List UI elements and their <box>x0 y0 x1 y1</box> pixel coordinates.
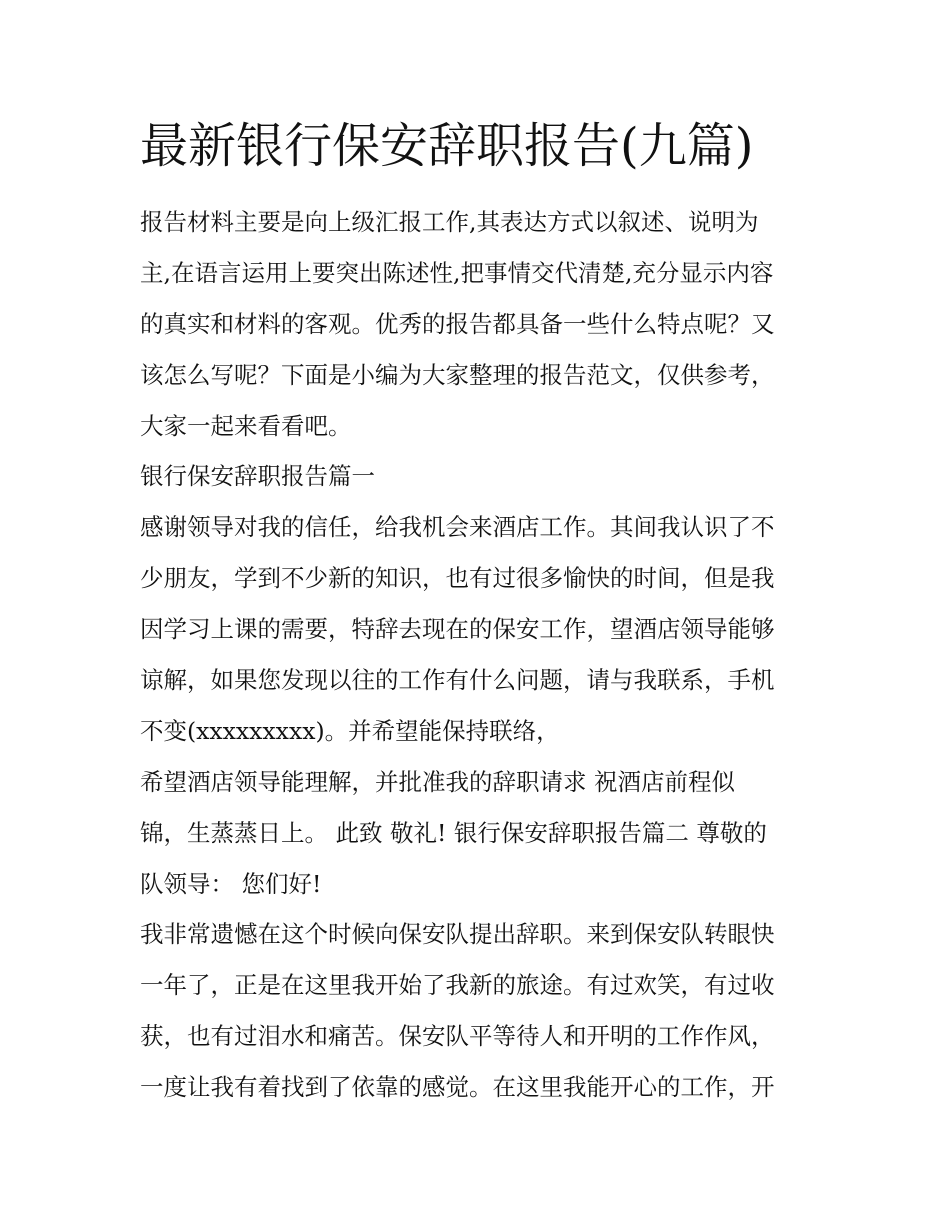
text-line: 一度让我有着找到了依靠的感觉。在这里我能开心的工作，开 <box>140 1073 775 1102</box>
text-line: 报告材料主要是向上级汇报工作,其表达方式以叙述、说明为 <box>140 208 759 236</box>
text-line: 少朋友，学到不少新的知识，也有过很多愉快的时间，但是我 <box>140 564 775 593</box>
text-line: 因学习上课的需要，特辞去现在的保安工作，望酒店领导能够 <box>140 615 775 644</box>
section-heading: 银行保安辞职报告篇一 <box>140 462 375 491</box>
text-line: 锦，生蒸蒸日上。 此致 敬礼! 银行保安辞职报告篇二 尊敬的 <box>140 818 767 847</box>
text-line: 队领导： 您们好! <box>140 869 322 898</box>
text-line: 大家一起来看看吧。 <box>140 411 352 440</box>
text-line: 的真实和材料的客观。优秀的报告都具备一些什么特点呢？又 <box>140 309 775 338</box>
document-body <box>140 197 820 1113</box>
text-line: 该怎么写呢？下面是小编为大家整理的报告范文，仅供参考， <box>140 360 775 389</box>
text-line: 希望酒店领导能理解，并批准我的辞职请求 祝酒店前程似 <box>140 767 735 796</box>
text-line: 主,在语言运用上要突出陈述性,把事情交代清楚,充分显示内容 <box>140 258 774 287</box>
text-line: 感谢领导对我的信任，给我机会来酒店工作。其间我认识了不 <box>140 513 775 542</box>
text-line: 一年了，正是在这里我开始了我新的旅途。有过欢笑，有过收 <box>140 971 775 1000</box>
document-title: 最新银行保安辞职报告(九篇) <box>140 118 754 174</box>
text-line: 我非常遗憾在这个时候向保安队提出辞职。来到保安队转眼快 <box>140 920 775 949</box>
text-line: 谅解，如果您发现以往的工作有什么问题，请与我联系，手机 <box>140 666 775 695</box>
text-line: 获，也有过泪水和痛苦。保安队平等待人和开明的工作作风， <box>140 1022 775 1051</box>
text-line: 不变(xxxxxxxxx)。并希望能保持联络， <box>140 716 560 745</box>
